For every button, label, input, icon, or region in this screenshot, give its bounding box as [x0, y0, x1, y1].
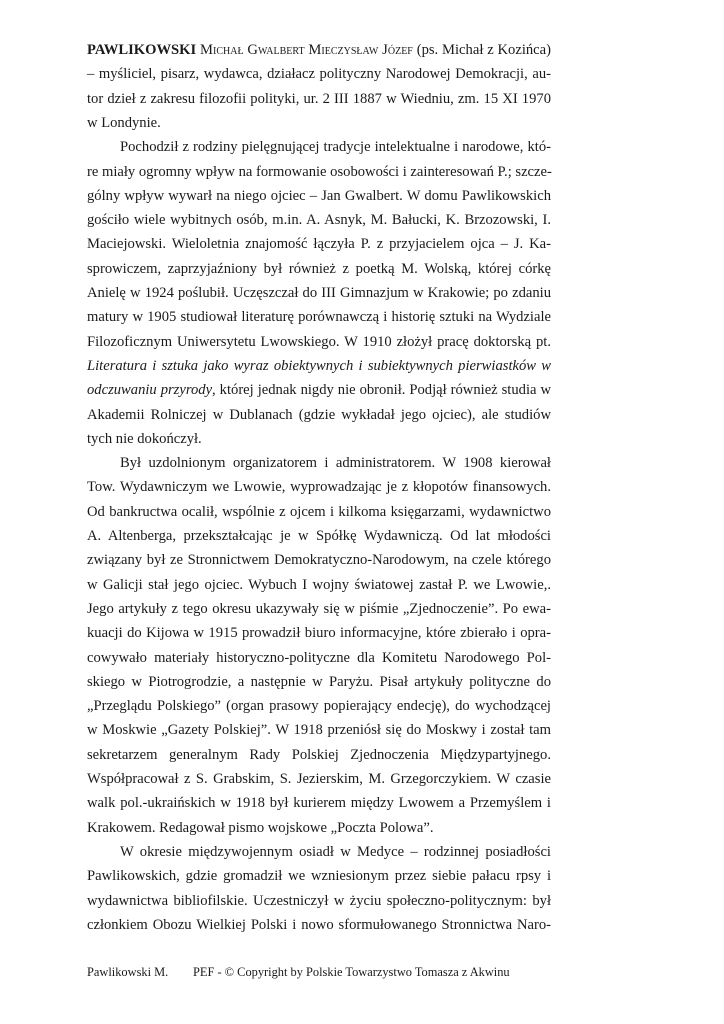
- text-line: Pawlikowskich, gdzie gromadził we wzniesionym przez siebie pałacu rpsy i: [87, 868, 551, 884]
- entry-heading-line: [87, 38, 551, 62]
- text-line: w Galicji stał jego ojciec. Wybuch I wojny światowej zastał P. we Lwowie,.: [87, 577, 551, 593]
- text-line: Filozoficznym Uniwersytetu Lwowskiego. W 1910 złożył pracę doktorską pt.: [87, 334, 551, 350]
- text-line: sprowiczem, zaprzyjaźniony był również z poetką M. Wolską, której córkę: [87, 261, 551, 277]
- text-line: matury w 1905 studiował literaturę porównawczą i historię sztuki na Wydziale: [87, 309, 551, 325]
- footer-copyright: PEF - © Copyright by Polskie Towarzystwo Tomasza z Akwinu: [193, 965, 510, 979]
- text-line: walk pol.-ukraińskich w 1918 był kurierem między Lwowem a Przemyślem i: [87, 795, 551, 811]
- text-line: w Moskwie „Gazety Polskiej”. W 1918 przeniósł się do Moskwy i został tam: [87, 722, 551, 738]
- footer-entry-name: Pawlikowski M.: [87, 965, 169, 979]
- text-line: A. Altenberga, przekształcając je w Spółkę Wydawniczą. Od lat młodości: [87, 528, 551, 544]
- entry-pseudonym: (ps. Michał z Kozińca): [412, 42, 551, 58]
- text-line: gólny wpływ wywarł na niego ojciec – Jan Gwalbert. W domu Pawlikowskich: [87, 188, 551, 204]
- text-line: Pochodził z rodziny pielęgnującej tradycje intelektualne i narodowe, któ-: [120, 139, 551, 155]
- line-text: , której jednak nigdy nie obronił. Podjął również studia w: [212, 382, 551, 398]
- text-line: wydawnictwa bibliofilskie. Uczestniczył w życiu społeczno-politycznym: był: [87, 893, 551, 909]
- text-line: tor dzieł z zakresu filozofii polityki, ur. 2 III 1887 w Wiedniu, zm. 15 XI 1970: [87, 91, 551, 107]
- text-line: Współpracował z S. Grabskim, S. Jezierskim, M. Grzegorczykiem. W czasie: [87, 771, 551, 787]
- entry-surname: PAWLIKOWSKI: [87, 42, 197, 58]
- text-line: tych nie dokończył.: [87, 431, 202, 447]
- text-line: Krakowem. Redagował pismo wojskowe „Poczta Polowa”.: [87, 820, 434, 836]
- text-line: Od bankructwa ocalił, wspólnie z ojcem i kilkoma księgarzami, wydawnictwo: [87, 504, 551, 520]
- text-line: Jego artykuły z tego okresu ukazywały się w piśmie „Zjednoczenie”. Po ewa-: [87, 601, 551, 617]
- page-footer: [87, 964, 557, 980]
- entry-given-names: Michał Gwalbert Mieczysław Józef: [200, 42, 413, 58]
- text-line: Akademii Rolniczej w Dublanach (gdzie wykładał jego ojciec), ale studiów: [87, 407, 551, 423]
- text-line: Maciejowski. Wieloletnia znajomość łączyła P. z przyjacielem ojca – J. Ka-: [87, 236, 551, 252]
- text-line: W okresie międzywojennym osiadł w Medyce – rodzinnej posiadłości: [120, 844, 551, 860]
- text-line: [87, 378, 551, 402]
- text-line: gościło wiele wybitnych osób, m.in. A. Asnyk, M. Bałucki, K. Brzozowski, I.: [87, 212, 551, 228]
- text-line: Tow. Wydawniczym we Lwowie, wyprowadzając je z kłopotów finansowych.: [87, 479, 551, 495]
- text-line: cowywało materiały historyczno-polityczne dla Komitetu Narodowego Pol-: [87, 650, 551, 666]
- dissertation-title-end: odczuwaniu przyrody: [87, 382, 213, 398]
- text-line: w Londynie.: [87, 115, 161, 131]
- text-line: „Przeglądu Polskiego” (organ prasowy popierający endecję), do wychodzącej: [87, 698, 551, 714]
- text-line: kuacji do Kijowa w 1915 prowadził biuro informacyjne, które zbierało i opra-: [87, 625, 551, 641]
- text-line: Anielę w 1924 poślubił. Uczęszczał do III Gimnazjum w Krakowie; po zdaniu: [87, 285, 551, 301]
- text-line: sekretarzem generalnym Rady Polskiej Zjednoczenia Międzypartyjnego.: [87, 747, 551, 763]
- text-line: Był uzdolnionym organizatorem i administratorem. W 1908 kierował: [120, 455, 551, 471]
- text-line: związany był ze Stronnictwem Demokratyczno-Narodowym, na czele którego: [87, 552, 551, 568]
- text-line: – myśliciel, pisarz, wydawca, działacz polityczny Narodowej Demokracji, au-: [87, 66, 551, 82]
- text-line: członkiem Obozu Wielkiej Polski i nowo sformułowanego Stronnictwa Naro-: [87, 917, 551, 933]
- text-line: skiego w Piotrogrodzie, a następnie w Paryżu. Pisał artykuły polityczne do: [87, 674, 551, 690]
- text-line: re miały ogromny wpływ na formowanie osobowości i zainteresowań P.; szcze-: [87, 164, 552, 180]
- text-line: Literatura i sztuka jako wyraz obiektywnych i subiektywnych pierwiastków w: [87, 358, 551, 374]
